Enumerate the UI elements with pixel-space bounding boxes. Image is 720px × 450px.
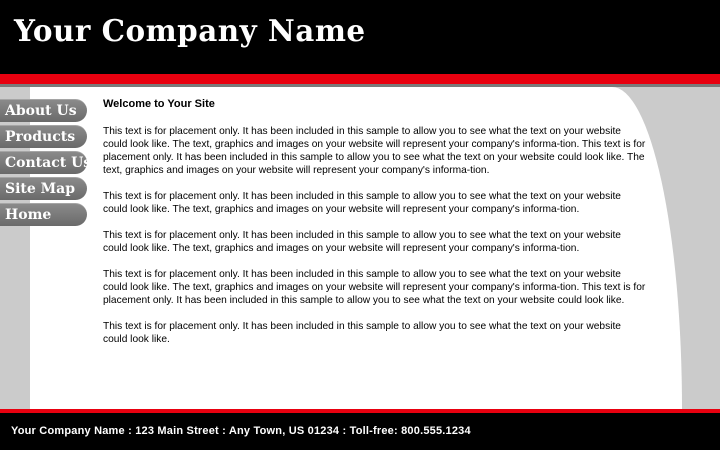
nav-item-products[interactable]: Products	[0, 125, 87, 148]
nav-item-site-map[interactable]: Site Map	[0, 177, 87, 200]
main-content	[103, 97, 648, 359]
body-paragraph: This text is for placement only. It has been included in this sample to allow you to see what the text on your website could look like.	[103, 321, 621, 345]
left-navigation	[0, 99, 90, 229]
header-banner	[0, 0, 720, 74]
footer-bar	[0, 413, 720, 450]
footer-contact-info: Your Company Name : 123 Main Street : Any Town, US 01234 : Toll-free: 800.555.1234	[11, 425, 471, 437]
body-paragraph: This text is for placement only. It has been included in this sample to allow you to see what the text on your website could look like. The text, graphics and images on your website will represent your company's informa-tion.	[103, 230, 621, 254]
company-name-logo[interactable]: Your Company Name	[14, 14, 366, 49]
nav-item-contact-us[interactable]: Contact Us	[0, 151, 87, 174]
nav-item-home[interactable]: Home	[0, 203, 87, 226]
page-title: Welcome to Your Site	[103, 98, 215, 110]
body-paragraph: This text is for placement only. It has been included in this sample to allow you to see what the text on your website could look like. The text, graphics and images on your website will represent your company's informa-tion. This text is for placement only. It has been included in this sample to allow you to see what the text on your website could look like. The text, graphics and images on your website will represent your company's informa-tion.	[103, 126, 646, 176]
body-paragraph: This text is for placement only. It has been included in this sample to allow you to see what the text on your website could look like. The text, graphics and images on your website will represent your company's informa-tion.	[103, 191, 621, 215]
header-red-stripe	[0, 74, 720, 84]
body-paragraph: This text is for placement only. It has been included in this sample to allow you to see what the text on your website could look like. The text, graphics and images on your website will represent your company's informa-tion. This text is for placement only. It has been included in this sample to allow you to see what the text on your website could look like.	[103, 269, 646, 306]
nav-item-about-us[interactable]: About Us	[0, 99, 87, 122]
